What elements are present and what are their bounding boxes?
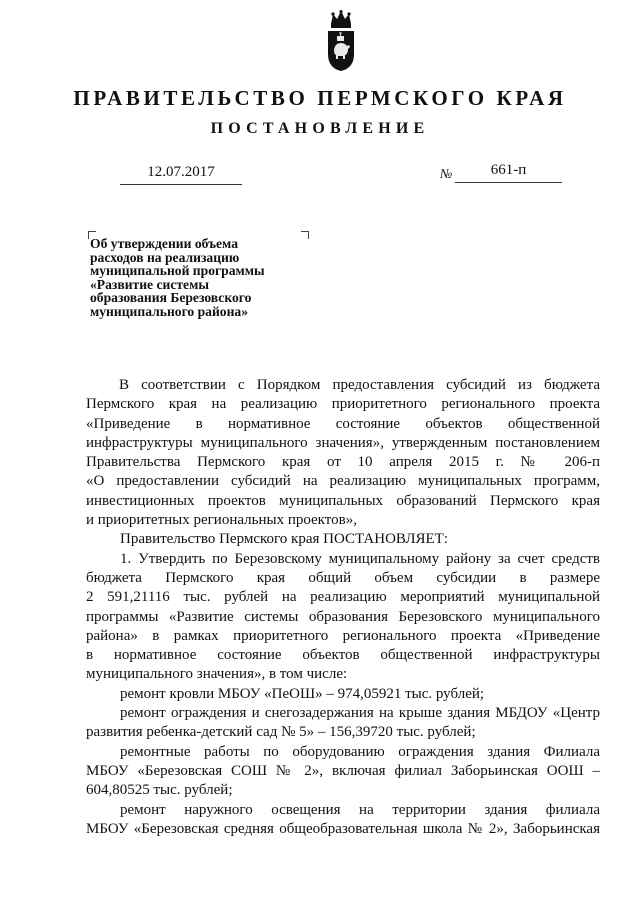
body-line: района» в рамках приоритетного регионального проекта «Приведение [86,627,600,644]
body-line: и приоритетных региональных проектов», [86,512,357,529]
body-line: 1. Утвердить по Березовскому муниципальному району за счет средств [120,550,600,567]
document-date: 12.07.2017 [120,164,242,185]
body-line: 604,80525 тыс. рублей; [86,782,233,799]
body-line: инвестиционных проектов муниципальных образований Пермского края [86,492,600,509]
body-line: развития ребенка-детский сад № 5» – 156,39720 тыс. рублей; [86,724,476,741]
document-type: ПОСТАНОВЛЕНИЕ [210,120,430,137]
body-line: ремонт наружного освещения на территории здания филиала [120,801,600,818]
subject-line: муниципальной программы [90,263,265,279]
body-line: МБОУ «Березовская средняя общеобразовательная школа № 2», Заборьинская [86,820,600,837]
body-line: «О предоставлении субсидий на реализацию муниципальных программ, [86,473,600,490]
number-sign: № [440,166,453,181]
body-line: 2 591,21116 тыс. рублей на реализацию мероприятий муниципальной [86,589,600,606]
subject-line: Об утверждении объема [90,236,239,251]
body-line: В соответствии с Порядком предоставления субсидий из бюджета [119,377,600,393]
subject-line: образования Березовского [90,290,252,306]
document-number: 661-п [455,162,562,183]
subject-line: «Развитие системы [90,276,209,292]
body-line: МБОУ «Березовская СОШ № 2», включая филиал Заборьинская ООШ – [86,762,600,779]
body-line: ремонтные работы по оборудованию ограждения здания Филиала [120,743,600,760]
coat-of-arms-icon [326,10,356,72]
body-line: инфраструктуры муниципального значения», утвержденным постановлением [86,434,600,451]
body-line: бюджета Пермского края общий объем субсидии в размере [86,569,600,586]
subject-line: муниципального района» [90,303,249,319]
body-line: Правительства Пермского края от 10 апреля 2015 г. № 206-п [86,454,600,471]
document-body [86,376,600,839]
subject-line: расходов на реализацию [90,249,240,265]
body-line: ремонт кровли МБОУ «ПеОШ» – 974,05921 тыс. рублей; [120,685,485,702]
organization-title: ПРАВИТЕЛЬСТВО ПЕРМСКОГО КРАЯ [73,86,567,110]
body-line: в нормативное состояние объектов общественной инфраструктуры [86,647,600,664]
document-subject [90,237,320,319]
body-line: ремонт ограждения и снегозадержания на крыше здания МБДОУ «Центр [120,705,600,722]
body-line: программы «Развитие системы образования Березовского муниципального [86,608,600,625]
body-line: «Приведение в нормативное состояние объектов общественной [86,415,600,432]
body-line: Пермского края на реализацию приоритетного регионального проекта [86,396,600,413]
body-line: Правительство Пермского края ПОСТАНОВЛЯЕТ: [120,531,449,548]
body-line: муниципального значения», в том числе: [86,666,348,683]
